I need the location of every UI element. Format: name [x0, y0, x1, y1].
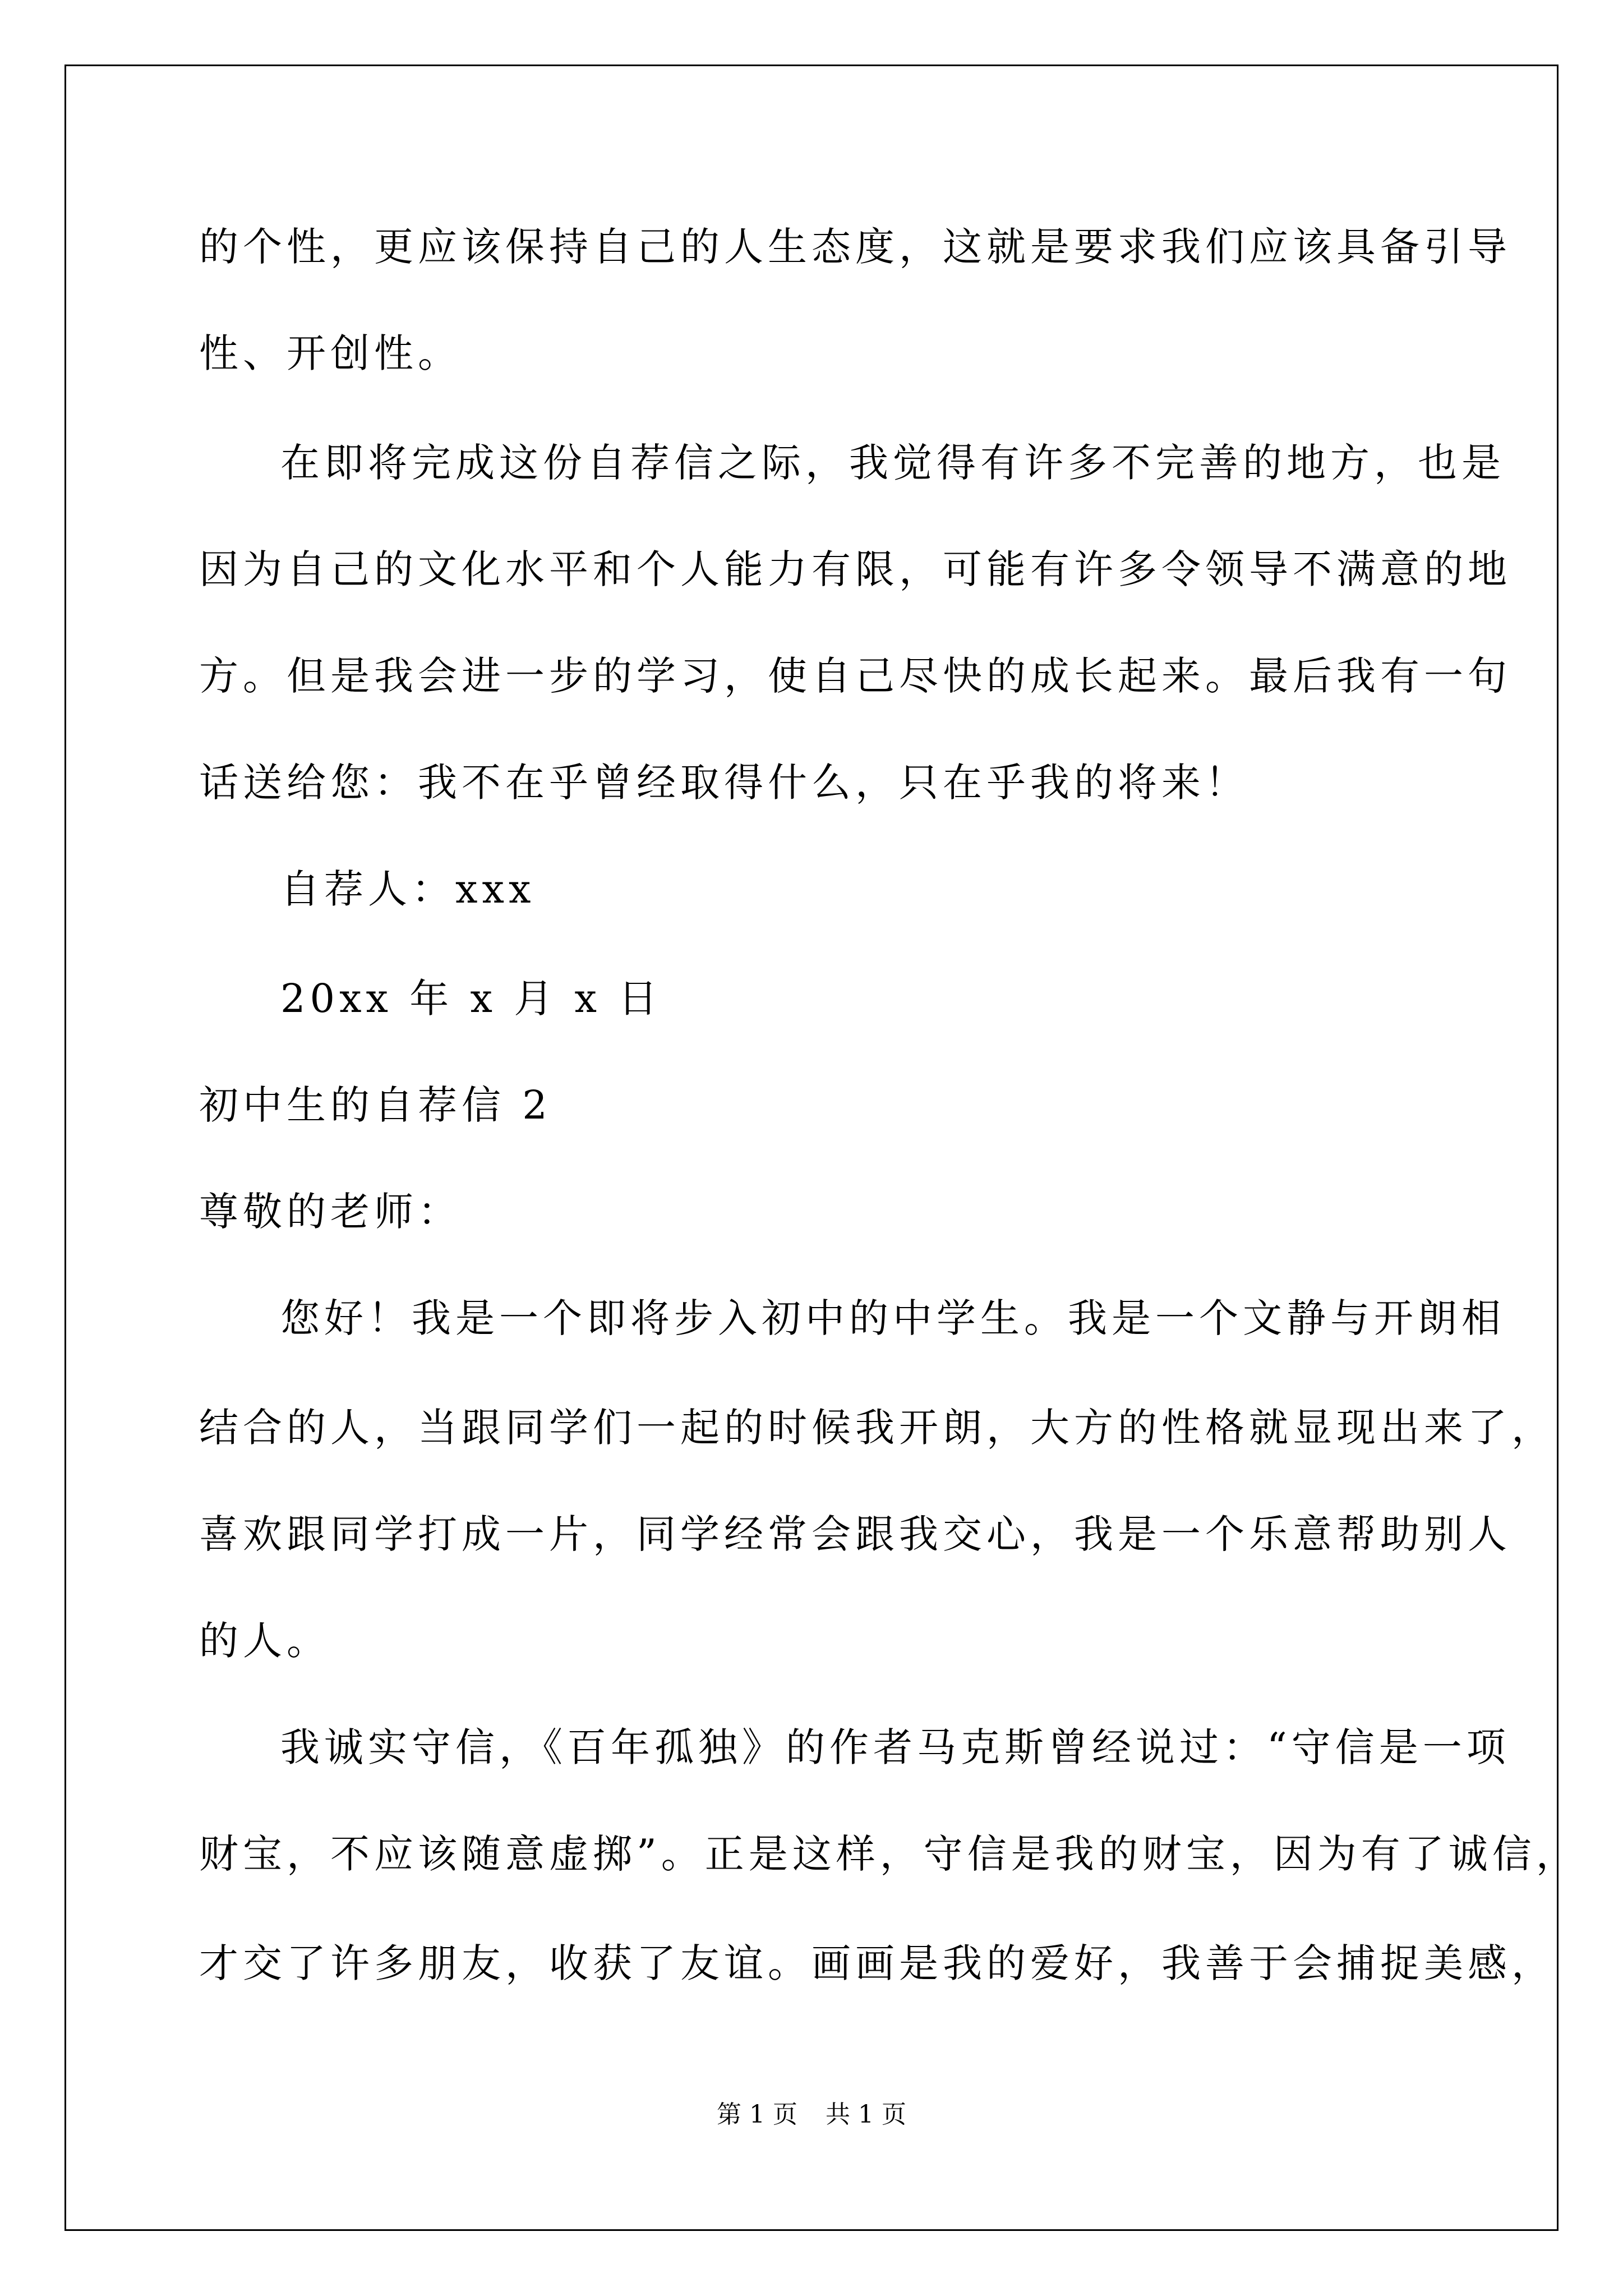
text-line-15: 我诚实守信，《百年孤独》的作者马克斯曾经说过：“守信是一项: [280, 1724, 1510, 1770]
text-line-6: 话送给您：我不在乎曾经取得什么，只在乎我的将来！: [199, 760, 1249, 806]
salutation: 尊敬的老师：: [199, 1189, 462, 1235]
page-border: [64, 65, 1559, 2231]
text-line-14: 的人。: [199, 1618, 330, 1664]
text-line-4: 因为自己的文化水平和个人能力有限，可能有许多令领导不满意的地: [199, 546, 1511, 592]
text-line-17: 才交了许多朋友，收获了友谊。画画是我的爱好，我善于会捕捉美感，: [199, 1940, 1555, 1986]
page-number-current: 第 1 页: [717, 2100, 797, 2129]
text-line-1: 的个性，更应该保持自己的人生态度，这就是要求我们应该具备引导: [199, 224, 1511, 270]
section-title: 初中生的自荐信 2: [199, 1082, 552, 1128]
text-line-2: 性、开创性。: [199, 330, 462, 376]
text-line-5: 方。但是我会进一步的学习，使自己尽快的成长起来。最后我有一句: [199, 653, 1511, 699]
page-footer: [0, 2098, 1623, 2132]
text-line-11: 您好！我是一个即将步入初中的中学生。我是一个文静与开朗相: [280, 1295, 1505, 1341]
signature-line: 自荐人：xxx: [280, 866, 536, 912]
page-number-total: 共 1 页: [826, 2100, 906, 2129]
text-line-3: 在即将完成这份自荐信之际，我觉得有许多不完善的地方，也是: [280, 440, 1505, 486]
text-line-12: 结合的人，当跟同学们一起的时候我开朗，大方的性格就显现出来了，: [199, 1405, 1555, 1451]
text-line-13: 喜欢跟同学打成一片，同学经常会跟我交心，我是一个乐意帮助别人: [199, 1511, 1511, 1557]
date-line: 20xx 年 x 月 x 日: [280, 976, 662, 1022]
text-line-16: 财宝，不应该随意虚掷”。正是这样，守信是我的财宝，因为有了诚信，: [199, 1831, 1580, 1877]
